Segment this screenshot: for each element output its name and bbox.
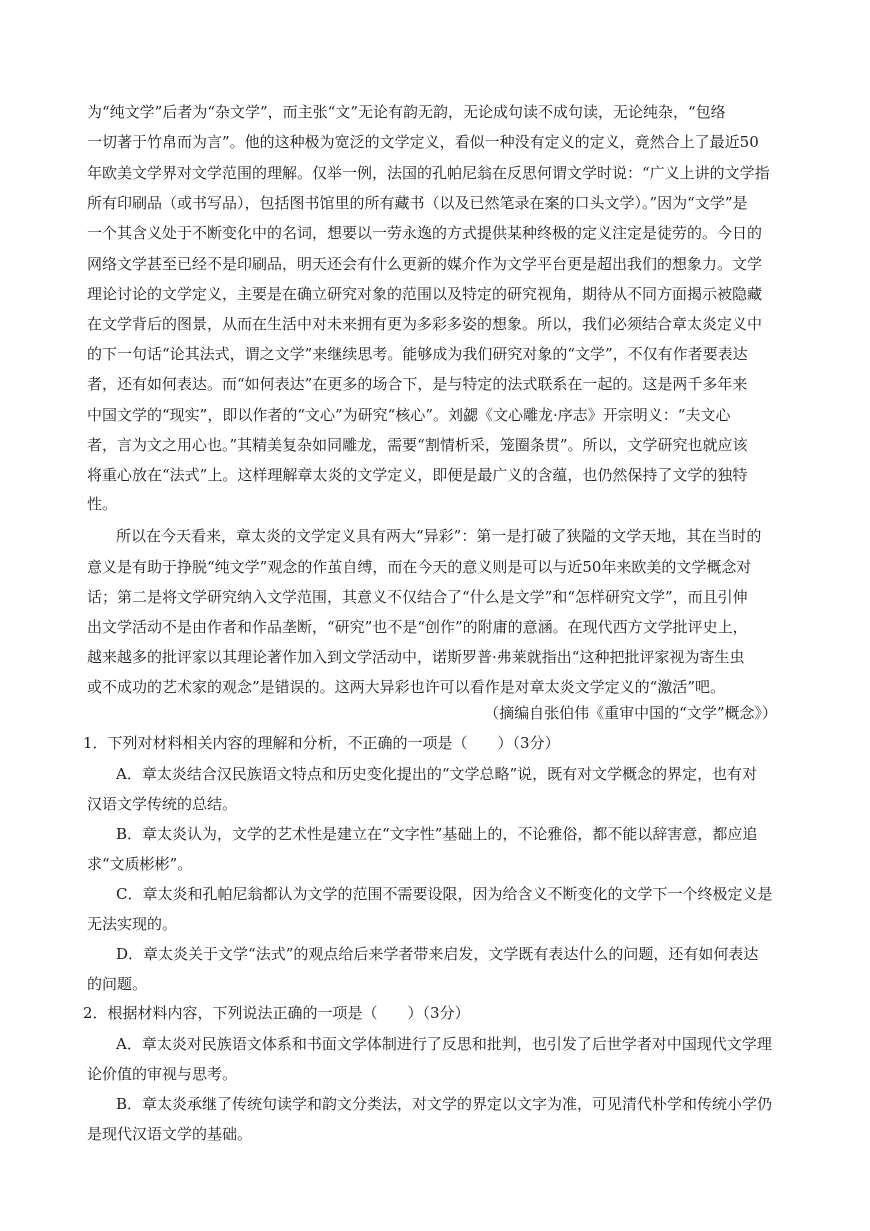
passage-line: 所以在今天看来，章太炎的文学定义具有两大“异彩”：第一是打破了狭隘的文学天地，其在当时的: [116, 527, 762, 545]
passage-line: 者，还有如何表达。而“如何表达”在更多的场合下，是与特定的法式联系在一起的。这是两千多年来: [87, 375, 748, 393]
passage-line: 将重心放在“法式”上。这样理解章太炎的文学定义，即便是最广义的含蕴，也仍然保持了文学的独特: [87, 466, 748, 484]
passage-line: 一切著于竹帛而为言”。他的这种极为宽泛的文学定义，看似一种没有定义的定义，竟然合上了最近50: [87, 133, 759, 151]
option-a-cont: 汉语文学传统的总结。: [87, 795, 238, 813]
passage-line: 性。: [87, 495, 118, 513]
question-stem: 2．根据材料内容，下列说法正确的一项是（ ）（3分）: [83, 1004, 470, 1022]
passage-line: 在文学背后的图景，从而在生活中对未来拥有更为多彩多姿的想象。所以，我们必须结合章太炎定义中: [87, 315, 763, 333]
passage-line: 为“纯文学”后者为“杂文学”，而主张“文”无论有韵无韵，无论成句读不成句读，无论纯杂，“包络: [87, 103, 726, 121]
passage-line: 中国文学的“现实”，即以作者的“文心”为研究“核心”。刘勰《文心雕龙·序志》开宗明义：“夫文心: [87, 406, 731, 424]
passage-line: 越来越多的批评家以其理论著作加入到文学活动中，诺斯罗普·弗莱就指出“这种把批评家视为寄生虫: [87, 648, 745, 666]
option-c: C．章太炎和孔帕尼翁都认为文学的范围不需要设限，因为给含义不断变化的文学下一个终极定义是: [116, 885, 773, 903]
option-d: D．章太炎关于文学“法式”的观点给后来学者带来启发，文学既有表达什么的问题，还有如何表达: [116, 945, 759, 963]
option-b-cont: 求“文质彬彬”。: [87, 855, 193, 873]
passage-line: 年欧美文学界对文学范围的理解。仅举一例，法国的孔帕尼翁在反思何谓文学时说：“广义上讲的文学指: [87, 164, 770, 182]
option-b: B．章太炎认为，文学的艺术性是建立在“文字性”基础上的，不论雅俗，都不能以辞害意，都应追: [116, 825, 758, 843]
option-b: B．章太炎承继了传统句读学和韵文分类法，对文学的界定以文字为准，可见清代朴学和传统小学仍: [116, 1095, 773, 1113]
passage-line: 或不成功的艺术家的观念”是错误的。这两大异彩也许可以看作是对章太炎文学定义的“激活”吧。: [87, 678, 726, 696]
option-b-cont: 是现代汉语文学的基础。: [87, 1125, 253, 1143]
option-a: A．章太炎结合汉民族语文特点和历史变化提出的“文学总略”说，既有对文学概念的界定，也有对: [116, 765, 758, 783]
passage-line: 话；第二是将文学研究纳入文学范围，其意义不仅结合了“什么是文学”和“怎样研究文学”，而且引伸: [87, 588, 748, 606]
option-a-cont: 论价值的审视与思考。: [87, 1065, 238, 1083]
passage-line: 者，言为文之用心也。”其精美复杂如同雕龙，需要“割情析采，笼圈条贯”。所以，文学研究也就应该: [87, 436, 748, 454]
passage-line: 网络文学甚至已经不是印刷品，明天还会有什么更新的媒介作为文学平台更是超出我们的想象力。文学: [87, 255, 763, 273]
passage-line: 一个其含义处于不断变化中的名词，想要以一劳永逸的方式提供某种终极的定义注定是徒劳的。今日的: [87, 224, 763, 242]
option-a: A．章太炎对民族语文体系和书面文学体制进行了反思和批判，也引发了后世学者对中国现代文学理: [116, 1035, 772, 1053]
passage-line: 的下一句话“论其法式，谓之文学”来继续思考。能够成为我们研究对象的“文学”，不仅有作者要表达: [87, 345, 748, 363]
passage-line: 理论讨论的文学定义，主要是在确立研究对象的范围以及特定的研究视角，期待从不同方面揭示被隐藏: [87, 285, 763, 303]
option-d-cont: 的问题。: [87, 975, 148, 993]
passage-line: 意义是有助于挣脱“纯文学”观念的作茧自缚，而在今天的意义则是可以与近50年来欧美的文学概念对: [87, 558, 752, 576]
passage-line: 所有印刷品（或书写品），包括图书馆里的所有藏书（以及已然笔录在案的口头文学）。”因为“文学”是: [87, 194, 748, 212]
passage-line: 出文学活动不是由作者和作品垄断，“研究”也不是“创作”的附庸的意涵。在现代西方文学批评史上，: [87, 618, 748, 636]
question-stem: 1．下列对材料相关内容的理解和分析，不正确的一项是（ ）（3分）: [83, 734, 560, 752]
option-c-cont: 无法实现的。: [87, 915, 178, 933]
source-credit: （摘编自张伯伟《重审中国的“文学”概念》）: [484, 704, 777, 722]
